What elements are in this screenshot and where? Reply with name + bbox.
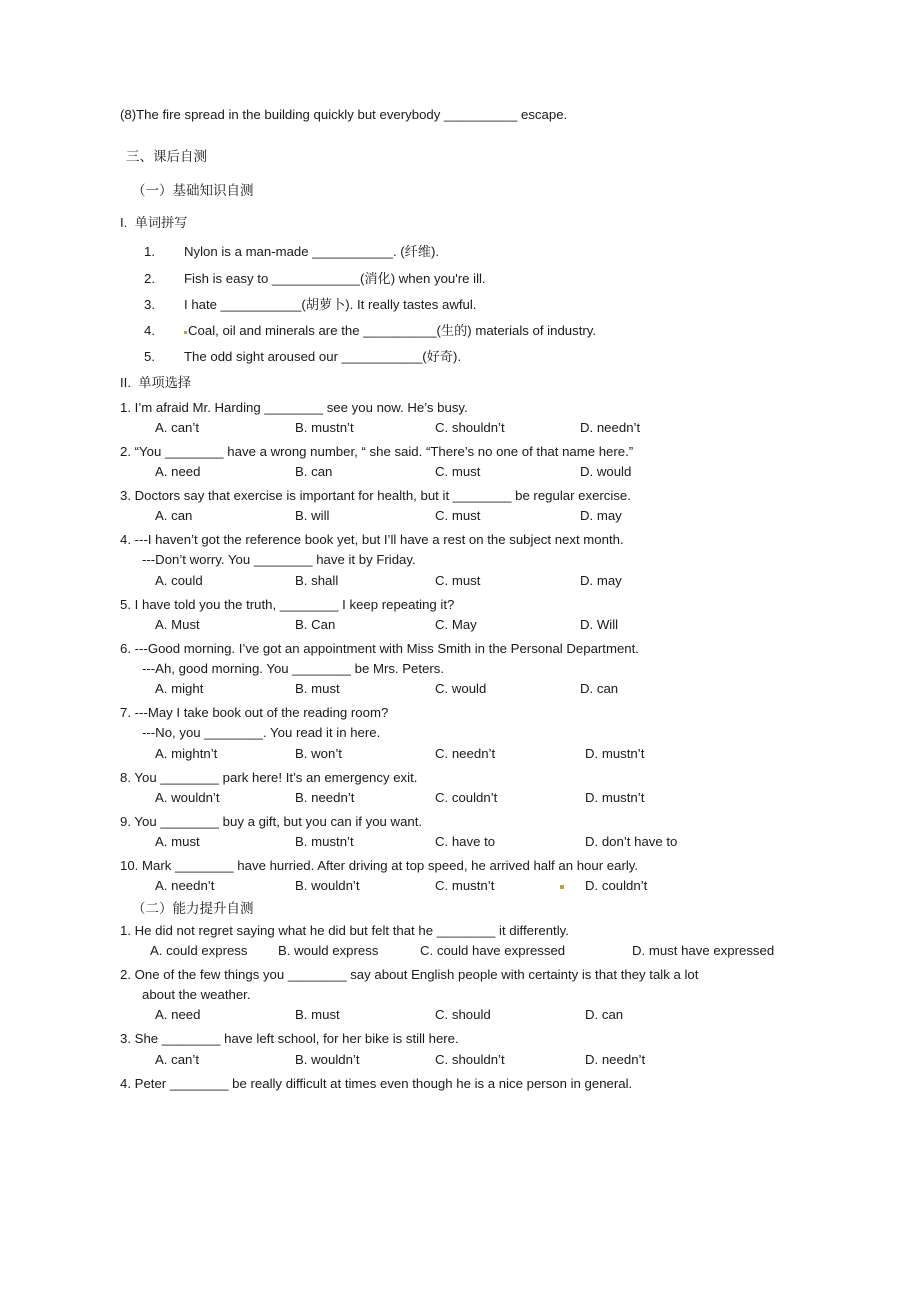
options-row — [120, 574, 810, 591]
list-item — [144, 324, 810, 337]
option-b[interactable]: B. can — [295, 464, 333, 480]
question-stem: 5. I have told you the truth, ________ I keep repeating it? — [120, 596, 455, 612]
question-stem: 6. ---Good morning. I’ve got an appointment with Miss Smith in the Personal Department. — [120, 640, 639, 656]
question-stem: 10. Mark ________ have hurried. After driving at top speed, he arrived half an hour early. — [120, 858, 639, 874]
option-d[interactable]: D. needn’t — [585, 1051, 646, 1067]
option-d[interactable]: D. couldn’t — [585, 878, 648, 894]
list-item — [144, 245, 810, 258]
question-substem: about the weather. — [142, 987, 251, 1003]
question-stem: 9. You ________ buy a gift, but you can if you want. — [120, 813, 423, 829]
options-row — [120, 747, 810, 764]
question-stem: 3. She ________ have left school, for her bike is still here. — [120, 1031, 459, 1047]
options-row — [120, 509, 810, 526]
option-b[interactable]: B. will — [295, 508, 330, 524]
list-item-text: Coal, oil and minerals are the __________(生的) materials of industry. — [184, 324, 810, 337]
option-a[interactable]: A. must — [155, 834, 200, 850]
option-b[interactable]: B. mustn’t — [295, 419, 354, 435]
option-c[interactable]: C. May — [435, 616, 477, 632]
option-d[interactable]: D. may — [580, 508, 622, 524]
option-b[interactable]: B. wouldn’t — [295, 1051, 360, 1067]
option-a[interactable]: A. Must — [155, 616, 200, 632]
carryover-question: (8)The fire spread in the building quickly but everybody __________ escape. — [120, 107, 568, 122]
option-a[interactable]: A. need — [155, 1007, 201, 1023]
option-a[interactable]: A. need — [155, 464, 201, 480]
option-a[interactable]: A. mightn’t — [155, 745, 218, 761]
question-stem: 4. Peter ________ be really difficult at times even though he is a nice person in general. — [120, 1075, 633, 1091]
list-item — [144, 298, 810, 311]
option-a[interactable]: A. can’t — [155, 1051, 199, 1067]
options-row — [120, 465, 810, 482]
options-row — [120, 1008, 810, 1025]
options-row — [120, 682, 810, 699]
question-stem: 2. “You ________ have a wrong number, “ she said. “There’s no one of that name here.” — [120, 443, 634, 459]
options-row — [120, 879, 810, 896]
option-c[interactable]: C. couldn’t — [435, 789, 498, 805]
option-c[interactable]: C. could have expressed — [420, 942, 566, 958]
question-substem: ---Ah, good morning. You ________ be Mrs. Peters. — [142, 661, 445, 677]
list-item-text: Nylon is a man-made ___________. (纤维). — [184, 244, 440, 260]
part-one-heading: （一）基础知识自测 — [132, 182, 254, 199]
list-item-number: 2. — [144, 270, 155, 286]
option-b[interactable]: B. must — [295, 1007, 340, 1023]
options-row — [120, 835, 810, 852]
list-item-number: 5. — [144, 349, 155, 365]
option-d[interactable]: D. can — [580, 681, 619, 697]
question-stem: 8. You ________ park here! It’s an emergency exit. — [120, 769, 418, 785]
options-row — [120, 618, 810, 635]
option-c[interactable]: C. must — [435, 464, 481, 480]
option-d[interactable]: D. must have expressed — [632, 942, 775, 958]
option-d[interactable]: D. mustn’t — [585, 745, 645, 761]
option-c[interactable]: C. must — [435, 508, 481, 524]
option-a[interactable]: A. might — [155, 681, 204, 697]
question-stem: 1. He did not regret saying what he did but felt that he ________ it differently. — [120, 922, 569, 938]
option-d[interactable]: D. don’t have to — [585, 834, 678, 850]
option-a[interactable]: A. could express — [150, 942, 248, 958]
question-substem: ---Don’t worry. You ________ have it by Friday. — [142, 552, 416, 568]
question-substem: ---No, you ________. You read it in here. — [142, 725, 381, 741]
option-a[interactable]: A. can — [155, 508, 193, 524]
options-row — [120, 421, 810, 438]
list-item-text: The odd sight aroused our ___________(好奇). — [184, 349, 462, 365]
option-d[interactable]: D. Will — [580, 616, 619, 632]
option-c[interactable]: C. would — [435, 681, 487, 697]
option-a[interactable]: A. needn’t — [155, 878, 215, 894]
option-d[interactable]: D. can — [585, 1007, 624, 1023]
list-item-text: Fish is easy to ____________(消化) when you're ill. — [184, 270, 486, 286]
option-b[interactable]: B. shall — [295, 572, 339, 588]
options-row — [120, 944, 810, 961]
scan-speck-icon — [560, 885, 564, 889]
option-d[interactable]: D. mustn’t — [585, 789, 645, 805]
list-item-number: 3. — [144, 296, 155, 312]
list-item — [144, 272, 810, 285]
option-b[interactable]: B. would express — [278, 942, 379, 958]
spacer — [120, 198, 810, 216]
option-a[interactable]: A. can’t — [155, 419, 199, 435]
options-row — [120, 1053, 810, 1070]
option-b[interactable]: B. must — [295, 681, 340, 697]
option-b[interactable]: B. mustn’t — [295, 834, 354, 850]
option-b[interactable]: B. won’t — [295, 745, 342, 761]
list-item-text: I hate ___________(胡萝卜). It really tastes awful. — [184, 296, 477, 312]
part-two-heading: （二）能力提升自测 — [132, 901, 254, 918]
options-row — [120, 791, 810, 808]
question-stem: 1. I’m afraid Mr. Harding ________ see you now. He’s busy. — [120, 399, 468, 415]
question-stem: 7. ---May I take book out of the reading room? — [120, 705, 389, 721]
option-d[interactable]: D. may — [580, 572, 622, 588]
list-item-number: 4. — [144, 323, 155, 339]
option-d[interactable]: D. would — [580, 464, 632, 480]
spacer — [120, 165, 810, 185]
question-stem: 3. Doctors say that exercise is important for health, but it ________ be regular exercise. — [120, 488, 631, 504]
option-c[interactable]: C. shouldn’t — [435, 419, 505, 435]
option-c[interactable]: C. mustn’t — [435, 878, 495, 894]
option-d[interactable]: D. needn’t — [580, 419, 641, 435]
spacer — [120, 121, 810, 151]
option-c[interactable]: C. shouldn’t — [435, 1051, 505, 1067]
option-b[interactable]: B. needn’t — [295, 789, 355, 805]
option-b[interactable]: B. wouldn’t — [295, 878, 360, 894]
list-item-number: 1. — [144, 244, 155, 260]
subsection-label-spelling: I. 单词拼写 — [120, 215, 188, 231]
list-item — [144, 350, 810, 363]
option-c[interactable]: C. should — [435, 1007, 491, 1023]
subsection-label-multiple-choice: II. 单项选择 — [120, 375, 192, 391]
spacer — [120, 229, 810, 245]
option-a[interactable]: A. wouldn’t — [155, 789, 220, 805]
option-a[interactable]: A. could — [155, 572, 203, 588]
option-c[interactable]: C. needn’t — [435, 745, 496, 761]
option-b[interactable]: B. Can — [295, 616, 336, 632]
option-c[interactable]: C. must — [435, 572, 481, 588]
option-c[interactable]: C. have to — [435, 834, 496, 850]
question-stem: 4. ---I haven’t got the reference book yet, but I’ll have a rest on the subject next month. — [120, 532, 624, 548]
scan-speck-icon — [184, 331, 187, 334]
section-heading-three: 三、课后自测 — [126, 149, 207, 166]
question-stem: 2. One of the few things you ________ say about English people with certainty is that they talk a lot — [120, 966, 699, 982]
